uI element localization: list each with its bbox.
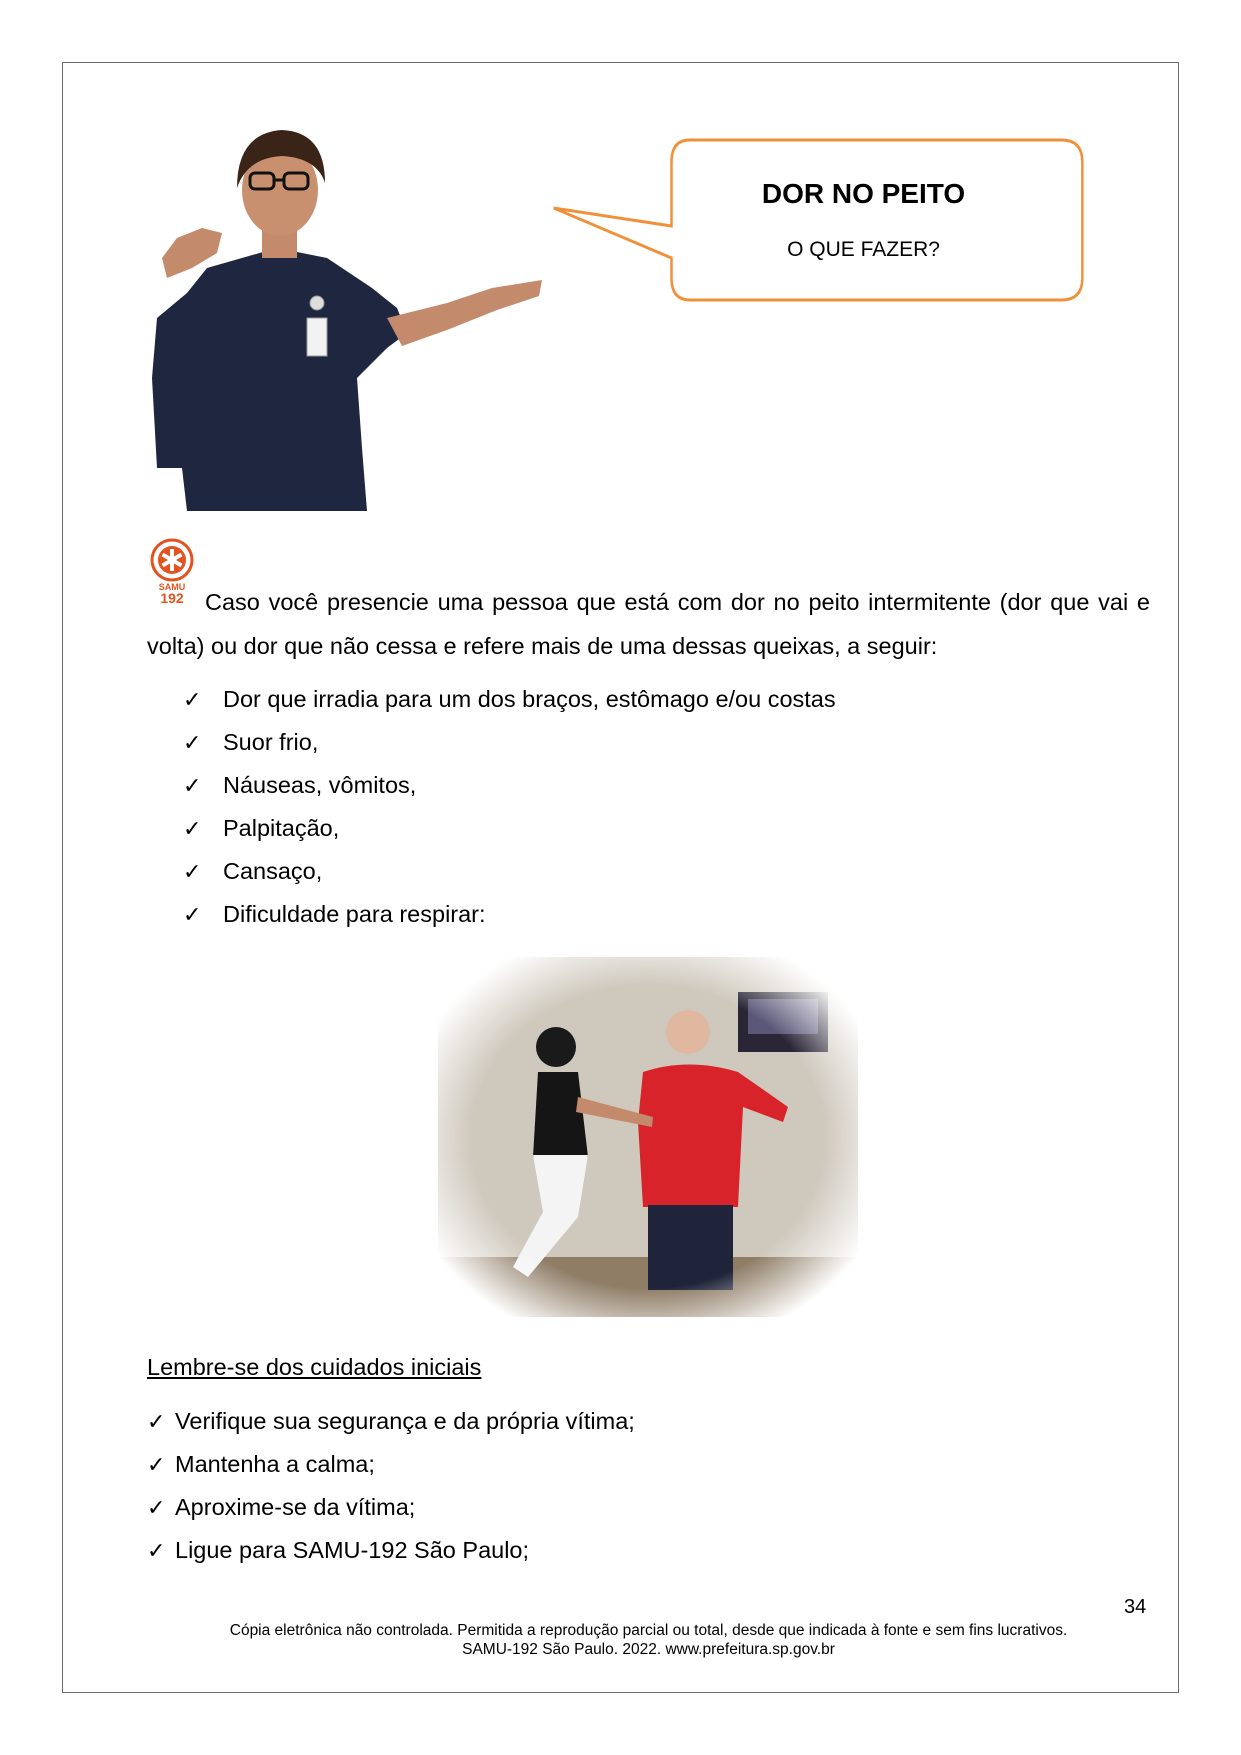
check-icon: ✓ — [183, 729, 202, 755]
care-text: Aproxime-se da vítima; — [175, 1494, 416, 1520]
symptom-text: Suor frio, — [223, 729, 319, 755]
symptom-text: Dor que irradia para um dos braços, estômago e/ou costas — [223, 686, 836, 712]
symptom-text: Palpitação, — [223, 815, 340, 841]
check-icon: ✓ — [147, 1537, 166, 1563]
logo-text-number: 192 — [160, 590, 184, 604]
intro-text: Caso você presencie uma pessoa que está com dor no peito intermitente (dor que vai e volta) ou dor que não cessa e refere mais de uma dessas queixas, a seguir: — [147, 589, 1150, 659]
check-icon: ✓ — [147, 1494, 166, 1520]
list-item — [147, 1443, 635, 1486]
check-icon: ✓ — [183, 901, 202, 927]
chest-pain-scene-photo — [438, 957, 858, 1317]
presenter-photo — [147, 118, 545, 511]
logo-text-top: SAMU — [158, 582, 186, 592]
page-number: 34 — [1124, 1596, 1147, 1618]
check-icon: ✓ — [147, 1451, 166, 1477]
check-icon: ✓ — [147, 1408, 166, 1434]
footer-line-1: Cópia eletrônica não controlada. Permitida a reprodução parcial ou total, desde que indicada à fonte e sem fins lucrativos. — [229, 1622, 1068, 1639]
symptom-text: Cansaço, — [223, 858, 323, 884]
list-item — [183, 678, 836, 721]
care-text: Ligue para SAMU-192 São Paulo; — [175, 1537, 530, 1563]
care-text: Mantenha a calma; — [175, 1451, 375, 1477]
check-icon: ✓ — [183, 815, 202, 841]
speech-bubble — [538, 130, 1108, 310]
check-icon: ✓ — [183, 858, 202, 884]
list-item — [183, 721, 836, 764]
check-icon: ✓ — [183, 686, 202, 712]
footer-line-2: SAMU-192 São Paulo. 2022. www.prefeitura.sp.gov.br — [462, 1641, 835, 1658]
list-item — [147, 1400, 635, 1443]
footer — [147, 1621, 1150, 1659]
care-text: Verifique sua segurança e da própria vítima; — [175, 1408, 635, 1434]
intro-paragraph — [147, 580, 1150, 668]
check-icon: ✓ — [183, 772, 202, 798]
list-item — [183, 807, 836, 850]
bubble-subtitle: O QUE FAZER? — [787, 238, 940, 261]
list-item — [183, 764, 836, 807]
symptom-text: Dificuldade para respirar: — [223, 901, 486, 927]
list-item — [183, 893, 836, 936]
symptom-list — [183, 678, 836, 936]
bubble-title: DOR NO PEITO — [761, 178, 966, 209]
care-list — [147, 1400, 635, 1572]
symptom-text: Náuseas, vômitos, — [223, 772, 417, 798]
list-item — [147, 1486, 635, 1529]
care-heading: Lembre-se dos cuidados iniciais — [147, 1354, 482, 1380]
list-item — [183, 850, 836, 893]
list-item — [147, 1529, 635, 1572]
